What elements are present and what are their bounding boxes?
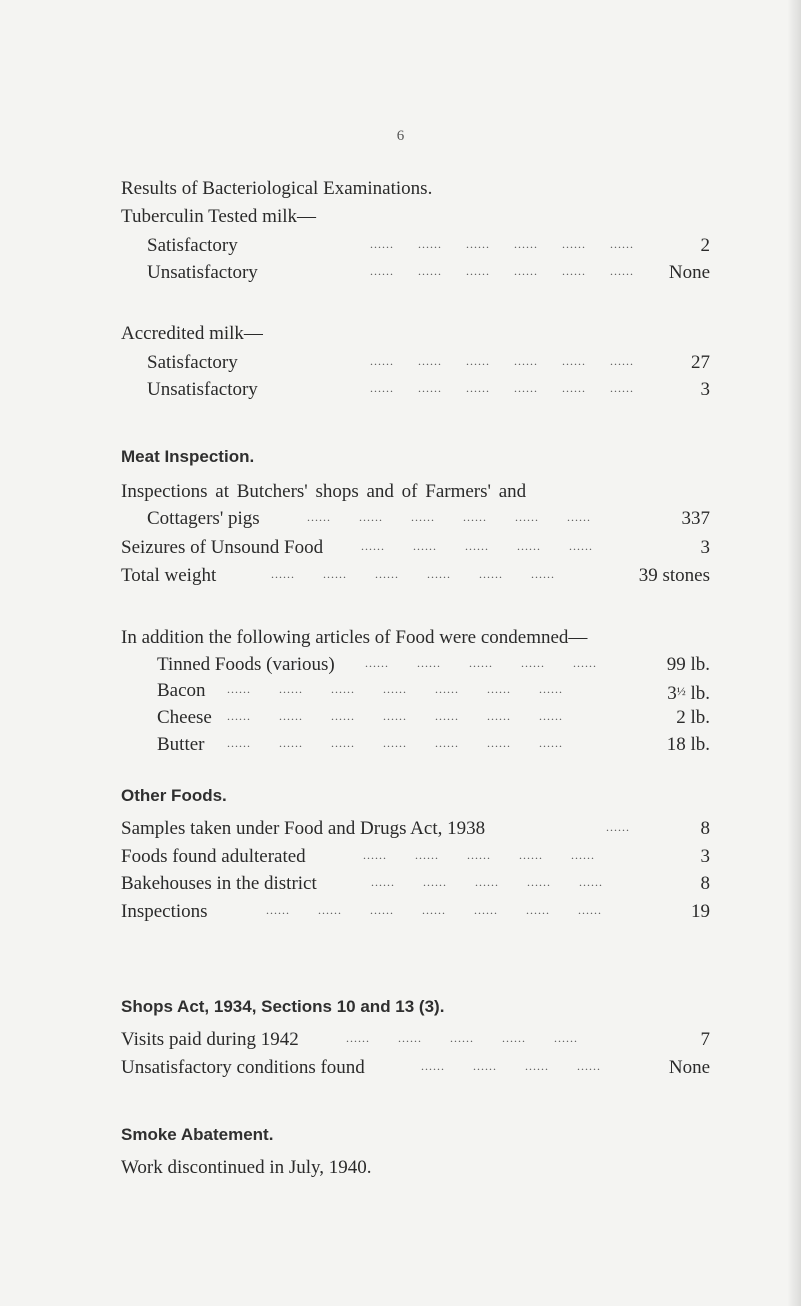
bacteriological-title: Results of Bacteriological Examinations.	[121, 178, 433, 199]
inspections-line: Inspections at Butchers' shops and of Farmers' and	[121, 481, 527, 502]
leader-dots: ...... ...... ...... ......	[421, 1059, 601, 1073]
row-label: Total weight	[121, 565, 217, 586]
tuberculin-label: Tuberculin Tested milk—	[121, 206, 317, 227]
samples-row	[121, 817, 710, 841]
row-value: 3	[700, 379, 710, 400]
row-value: 3	[700, 537, 710, 558]
row-value: 2	[700, 235, 710, 256]
row-label: Unsatisfactory	[147, 262, 258, 283]
page-edge-shadow	[787, 0, 801, 1306]
leader-dots: ...... ...... ...... ...... ...... ......	[307, 510, 591, 524]
leader-dots: ...... ...... ...... ...... ......	[365, 656, 597, 670]
row-value: 2 lb.	[676, 707, 710, 728]
row-label: Foods found adulterated	[121, 846, 306, 867]
condemned-intro: In addition the following articles of Food were condemned—	[121, 627, 588, 648]
row-label: Visits paid during 1942	[121, 1029, 299, 1050]
row-value: None	[668, 262, 710, 283]
row-label: Tinned Foods (various)	[157, 654, 335, 675]
row-label: Samples taken under Food and Drugs Act, 1938	[121, 818, 486, 839]
value-whole: 3	[667, 683, 677, 704]
row-label: Bakehouses in the district	[121, 873, 317, 894]
visits-row	[121, 1028, 710, 1052]
row-label: Butter	[157, 734, 205, 755]
tinned-foods-row	[157, 653, 710, 677]
leader-dots: ...... ...... ...... ...... ......	[371, 875, 603, 889]
inspections-row	[121, 900, 710, 924]
row-label: Seizures of Unsound Food	[121, 537, 324, 558]
cheese-row	[157, 706, 710, 730]
bakehouses-row	[121, 872, 710, 896]
row-value: 8	[700, 873, 710, 894]
shops-act-heading: Shops Act, 1934, Sections 10 and 13 (3).	[121, 997, 445, 1016]
leader-dots: ...... ...... ...... ...... ...... ...... ......	[227, 682, 563, 696]
row-label: Unsatisfactory conditions found	[121, 1057, 365, 1078]
cottagers-pigs-row	[147, 507, 710, 531]
leader-dots: ...... ...... ...... ...... ...... ...... ......	[266, 903, 602, 917]
leader-dots: ...... ...... ...... ...... ...... ......	[370, 354, 634, 368]
row-label: Satisfactory	[147, 352, 238, 373]
smoke-abatement-heading: Smoke Abatement.	[121, 1125, 274, 1144]
row-value: None	[668, 1057, 710, 1078]
total-weight-row	[121, 564, 710, 588]
row-value: 27	[691, 352, 710, 373]
leader-dots: ...... ...... ...... ...... ......	[361, 539, 593, 553]
butter-row	[157, 733, 710, 757]
row-value: 99 lb.	[666, 654, 710, 675]
leader-dots: ...... ...... ...... ...... ...... ......	[370, 264, 634, 278]
leader-dots: ...... ...... ...... ...... ...... ...... ......	[227, 736, 563, 750]
leader-dots: ...... ...... ...... ...... ......	[346, 1031, 578, 1045]
page-number: 6	[396, 128, 405, 144]
leader-dots: ...... ...... ...... ...... ...... ...... ......	[227, 709, 563, 723]
other-foods-heading: Other Foods.	[121, 786, 227, 805]
smoke-abatement-text: Work discontinued in July, 1940.	[121, 1157, 372, 1178]
adulterated-row	[121, 845, 710, 869]
row-label: Unsatisfactory	[147, 379, 258, 400]
leader-dots: ...... ...... ...... ...... ......	[363, 848, 595, 862]
accredited-satisfactory-row	[147, 351, 710, 375]
row-value: 18 lb.	[666, 734, 710, 755]
row-value	[667, 679, 710, 706]
value-unit: lb.	[685, 683, 710, 704]
meat-inspection-heading: Meat Inspection.	[121, 447, 255, 466]
leader-dots: ...... ...... ...... ...... ...... ......	[370, 237, 634, 251]
bacon-row	[157, 679, 710, 703]
seizures-row	[121, 536, 710, 560]
leader-dots: ...... ...... ...... ...... ...... ......	[271, 567, 555, 581]
row-value: 7	[700, 1029, 710, 1050]
tuberculin-satisfactory-row	[147, 234, 710, 258]
row-label: Cottagers' pigs	[147, 508, 260, 529]
row-label: Bacon	[157, 680, 206, 701]
tuberculin-unsatisfactory-row	[147, 261, 710, 285]
accredited-label: Accredited milk—	[121, 323, 263, 344]
leader-dots: ...... ...... ...... ...... ...... ......	[370, 381, 634, 395]
value-fraction: ½	[676, 684, 686, 698]
leader-dots: ......	[606, 820, 630, 834]
row-value: 337	[681, 508, 710, 529]
unsatisfactory-conditions-row	[121, 1056, 710, 1080]
row-value: 19	[691, 901, 710, 922]
row-label: Cheese	[157, 707, 212, 728]
row-value: 39 stones	[638, 565, 710, 586]
row-value: 8	[700, 818, 710, 839]
row-label: Satisfactory	[147, 235, 238, 256]
row-label: Inspections	[121, 901, 208, 922]
accredited-unsatisfactory-row	[147, 378, 710, 402]
row-value: 3	[700, 846, 710, 867]
